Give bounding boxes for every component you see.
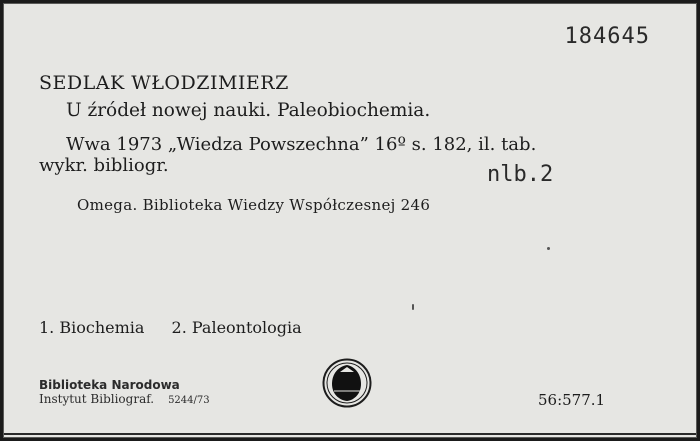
card-bottom-edge xyxy=(4,433,696,435)
imprint-line-2: wykr. bibliogr. xyxy=(39,155,169,176)
library-name: Biblioteka Narodowa xyxy=(39,378,180,392)
imprint-line-1: Wwa 1973 „Wiedza Powszechna” 16º s. 182, il. tab. xyxy=(66,134,537,155)
library-imprint xyxy=(39,378,210,408)
library-institute: Instytut Bibliograf. 5244/73 xyxy=(39,392,210,406)
biblioteka-narodowa-emblem-icon xyxy=(322,358,372,408)
card-number: 5244/73 xyxy=(168,395,210,406)
subject-1: 1. Biochemia xyxy=(39,318,145,337)
paper-speck xyxy=(547,247,550,250)
book-title: U źródeł nowej nauki. Paleobiochemia. xyxy=(66,100,431,121)
shelf-mark: nlb.2 xyxy=(487,162,554,187)
subject-headings xyxy=(39,318,302,337)
classification-number: 56:577.1 xyxy=(538,391,606,409)
accession-number: 184645 xyxy=(564,24,650,49)
paper-speck xyxy=(412,304,414,310)
catalog-card xyxy=(3,3,697,438)
subject-2: 2. Paleontologia xyxy=(171,318,302,337)
series-note: Omega. Biblioteka Wiedzy Współczesnej 246 xyxy=(77,196,431,214)
author-heading: SEDLAK WŁODZIMIERZ xyxy=(39,72,289,94)
